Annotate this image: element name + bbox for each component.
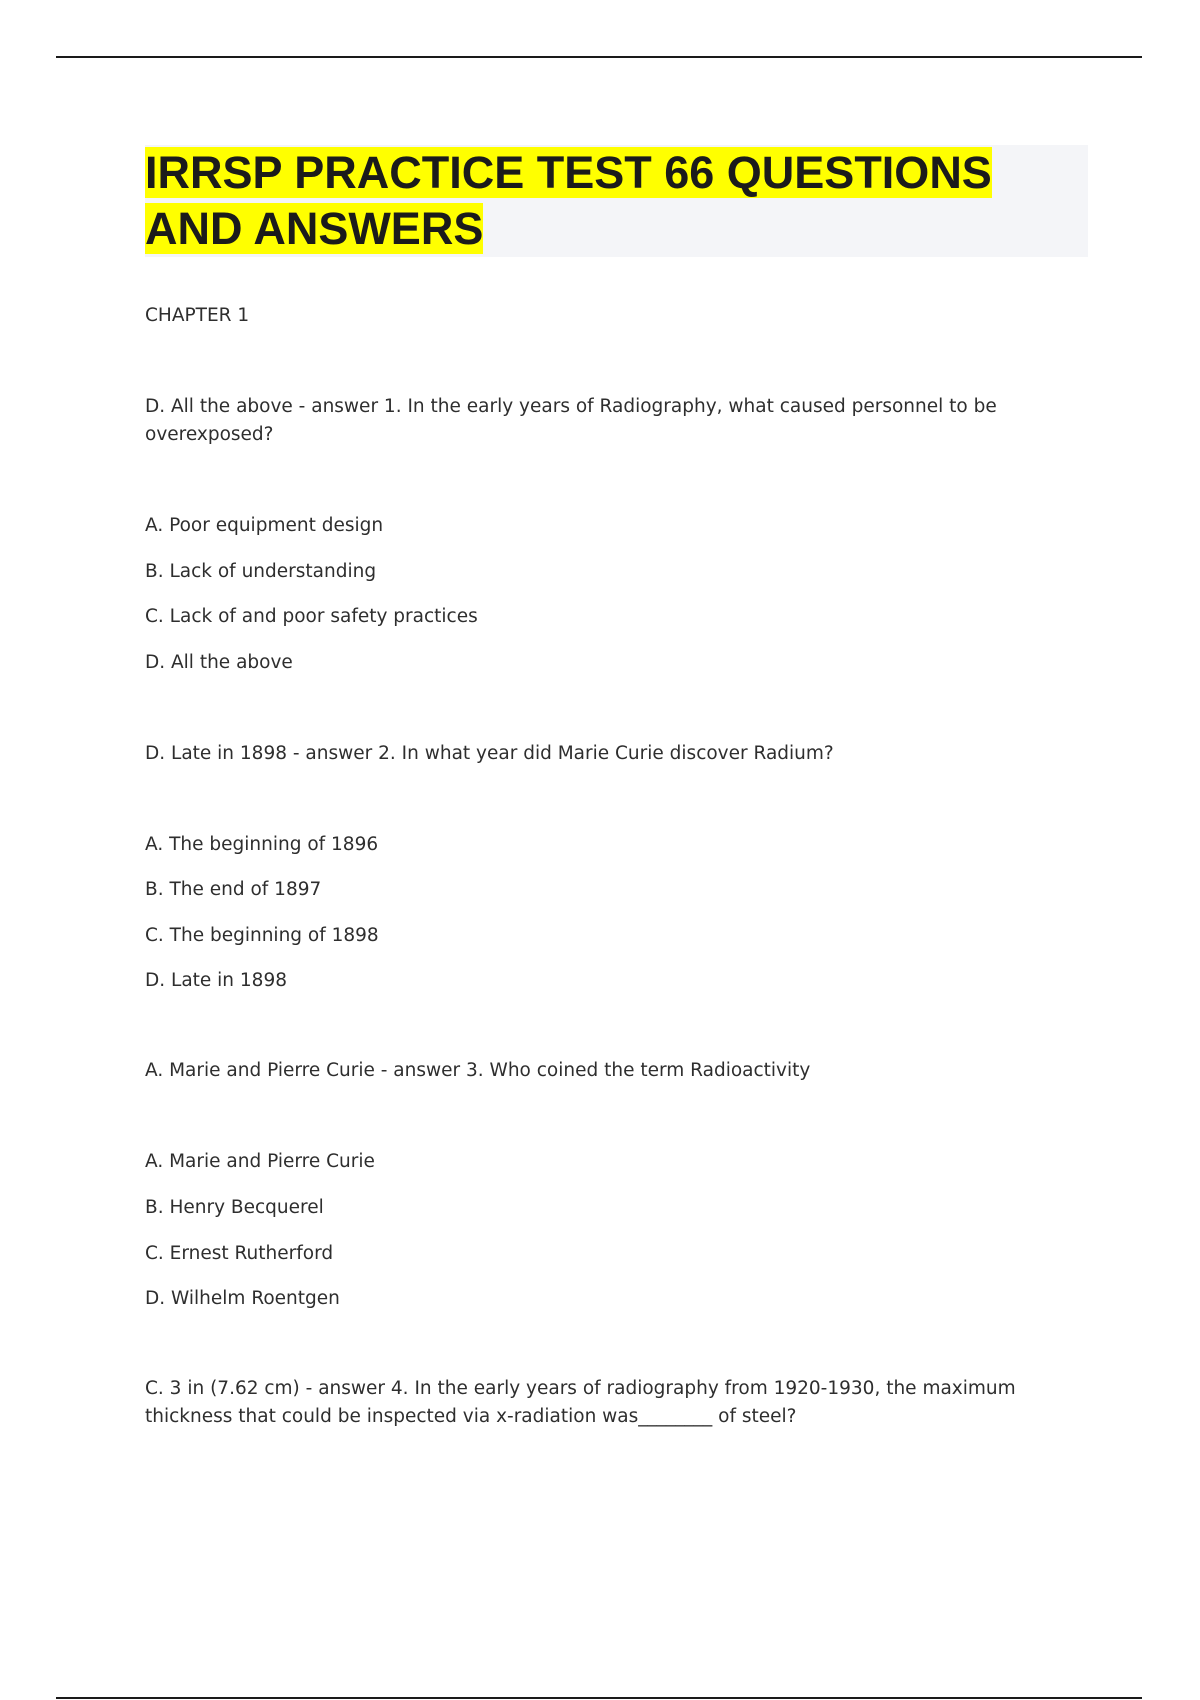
question-3-option-a: A. Marie and Pierre Curie bbox=[145, 1151, 375, 1172]
question-2-option-a: A. The beginning of 1896 bbox=[145, 834, 379, 855]
question-2-option-d: D. Late in 1898 bbox=[145, 970, 287, 991]
question-3-option-c: C. Ernest Rutherford bbox=[145, 1243, 334, 1264]
question-2-prompt: D. Late in 1898 - answer 2. In what year did Marie Curie discover Radium? bbox=[145, 743, 834, 764]
question-1-option-d: D. All the above bbox=[145, 652, 293, 673]
question-3-option-d: D. Wilhelm Roentgen bbox=[145, 1288, 340, 1309]
question-2-option-b: B. The end of 1897 bbox=[145, 879, 322, 900]
question-1-option-b: B. Lack of understanding bbox=[145, 561, 377, 582]
top-rule bbox=[56, 56, 1142, 58]
question-3-option-b: B. Henry Becquerel bbox=[145, 1197, 324, 1218]
chapter-heading: CHAPTER 1 bbox=[145, 305, 250, 326]
bottom-rule bbox=[56, 1697, 1142, 1699]
question-1-option-a: A. Poor equipment design bbox=[145, 515, 384, 536]
question-1-option-c: C. Lack of and poor safety practices bbox=[145, 606, 478, 627]
question-3-prompt: A. Marie and Pierre Curie - answer 3. Who coined the term Radioactivity bbox=[145, 1060, 811, 1081]
title-highlight: IRRSP PRACTICE TEST 66 QUESTIONS AND ANSWERS bbox=[145, 147, 992, 254]
question-2-option-c: C. The beginning of 1898 bbox=[145, 925, 379, 946]
document-title bbox=[145, 145, 1085, 257]
question-4-prompt: C. 3 in (7.62 cm) - answer 4. In the early years of radiography from 1920-1930, the maximum thickness that could be inspected via x-radiation was________ of steel? bbox=[145, 1378, 1016, 1427]
question-1-prompt: D. All the above - answer 1. In the early years of Radiography, what caused personnel to be overexposed? bbox=[145, 396, 997, 445]
